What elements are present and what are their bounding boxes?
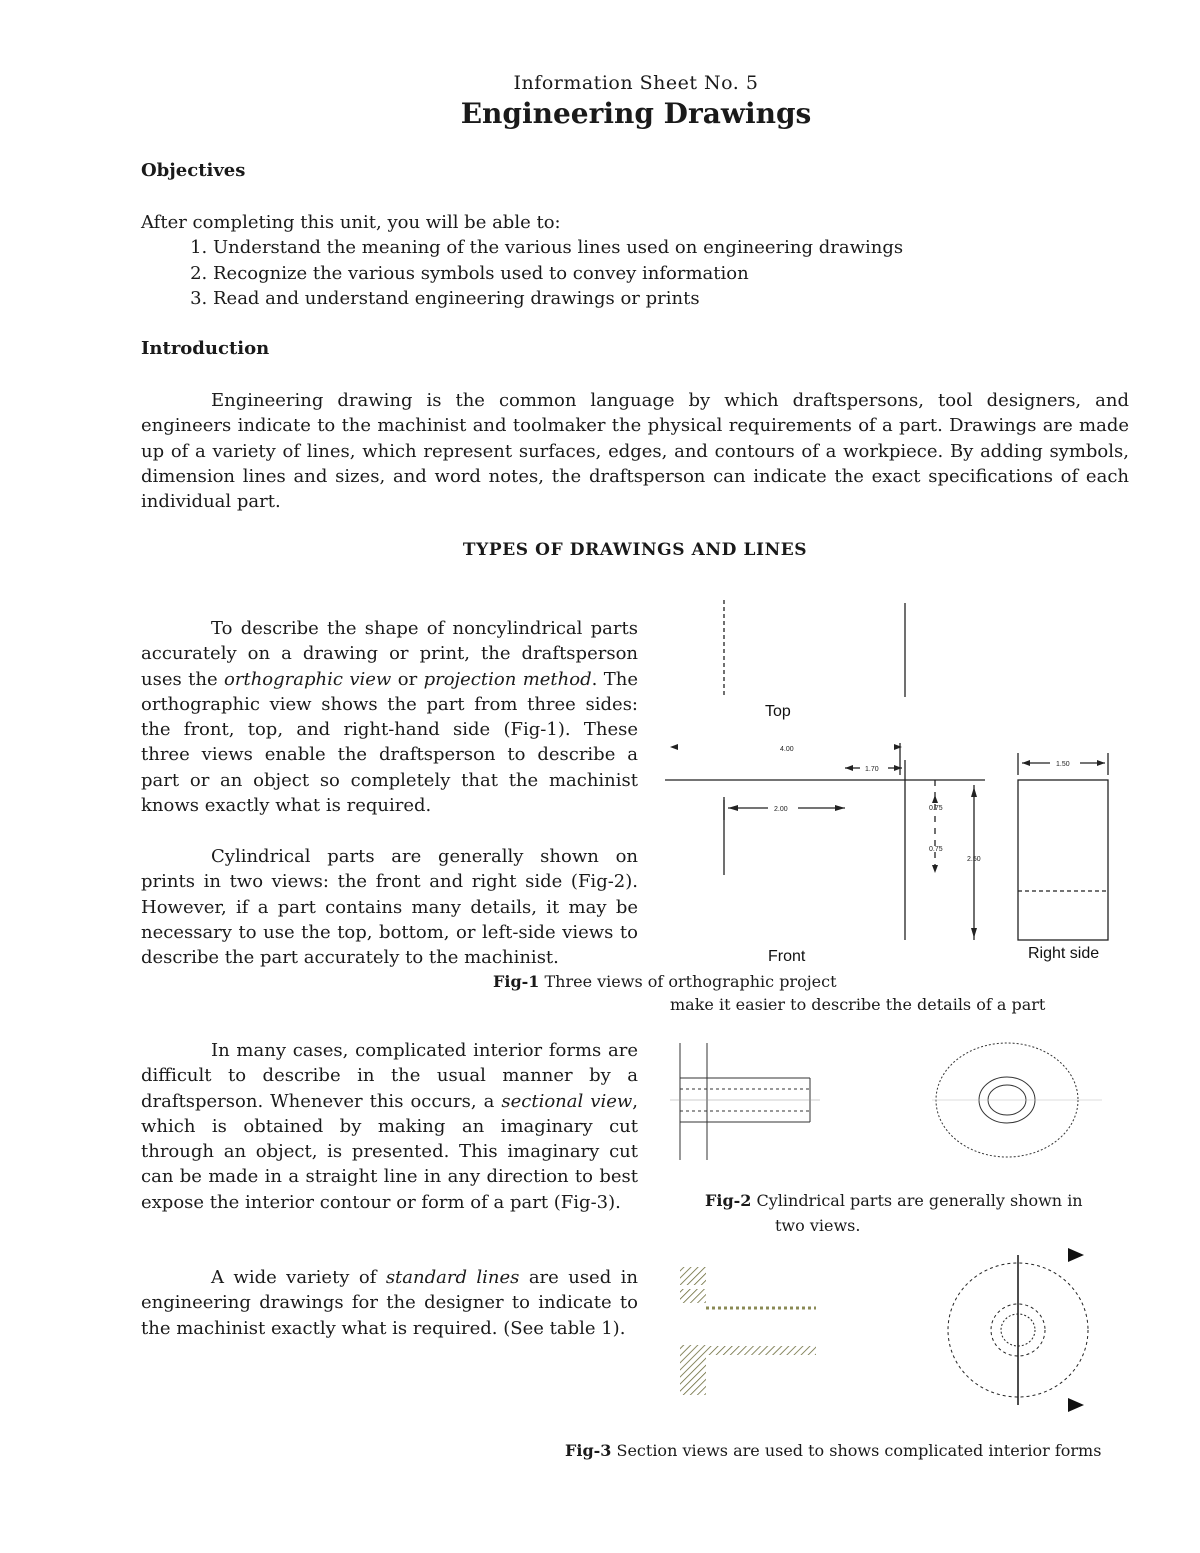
dim-label: 1.70 <box>865 766 879 773</box>
fig2-tag: Fig-2 <box>705 1191 752 1210</box>
emphasis-standard-lines: standard lines <box>385 1267 520 1288</box>
section-hatching <box>680 1267 816 1395</box>
arrowhead <box>971 787 977 797</box>
text-run: . The orthographic view shows the part from three sides: the front, top, and right-hand side (Fig-1). These three views enable the draftsperson to describe a part or an object so completely that the machinist knows exactly what is required. <box>141 668 638 817</box>
standard-lines-paragraph <box>141 1265 638 1341</box>
arrowhead <box>1068 1248 1084 1262</box>
dim-label: 0.75 <box>929 846 943 853</box>
orthographic-paragraph <box>141 616 638 818</box>
objectives-block <box>141 210 1141 311</box>
arrowhead <box>845 765 853 771</box>
hatch-area <box>680 1345 706 1395</box>
text-run: In many cases, complicated interior forms are difficult to describe in the usual manner by a draftsperson. Whenever this occurs, a <box>141 1040 638 1112</box>
dim-label: 2.00 <box>774 806 788 813</box>
arrowhead <box>1068 1398 1084 1412</box>
fig3-tag: Fig-3 <box>565 1441 612 1460</box>
fig3-section-drawing <box>670 1245 1120 1425</box>
fig2-cylindrical-drawing <box>670 1035 1120 1175</box>
objective-item: 3. Read and understand engineering drawings or prints <box>213 286 1141 311</box>
objectives-list <box>141 235 1141 311</box>
arrowhead <box>1022 760 1030 766</box>
sectional-paragraph <box>141 1038 638 1215</box>
arrowhead <box>835 805 845 811</box>
objectives-lead: After completing this unit, you will be able to: <box>141 212 561 233</box>
text-run: To describe the shape of noncylindrical parts accurately on a drawing or print, the draftsperson uses the <box>141 618 638 690</box>
hatch-area <box>680 1289 706 1303</box>
dim-label: 2.50 <box>967 856 981 863</box>
page-title: Engineering Drawings <box>460 97 812 130</box>
view-label-front: Front <box>768 948 806 965</box>
dim-label: 0.75 <box>929 805 943 812</box>
arrowhead <box>728 805 738 811</box>
emphasis-projection-method: projection method <box>423 668 592 690</box>
arrowhead <box>1097 760 1105 766</box>
text-run: are used in engineering drawings for the designer to indicate to the machinist exactly what is required. (See table 1). <box>141 1267 638 1339</box>
fig1-caption-line2: make it easier to describe the details of a part <box>670 995 1046 1014</box>
arrowhead <box>971 928 977 938</box>
dim-label: 4.00 <box>780 746 794 753</box>
fig3-caption <box>565 1441 1101 1460</box>
arrowhead <box>932 865 938 873</box>
fig2-caption-line1 <box>705 1191 1130 1210</box>
fig1-caption-line1 <box>493 972 837 991</box>
section-heading: TYPES OF DRAWINGS AND LINES <box>462 540 808 560</box>
dim-label: 1.50 <box>1056 761 1070 768</box>
view-label-top: Top <box>765 703 791 720</box>
text-run: , which is obtained by making an imaginary cut through an object, is presented. This imaginary cut can be made in a straight line in any direction to best expose the interior contour or form of a part (Fig-3). <box>141 1090 638 1213</box>
arrowhead <box>894 744 902 750</box>
text-run: A wide variety of <box>211 1267 386 1288</box>
hatch-area <box>706 1346 816 1355</box>
introduction-paragraph: Engineering drawing is the common language by which draftspersons, tool designers, and engineers indicate to the machinist and toolmaker the physical requirements of a part. Drawings are made up of a variety of lines, which represent surfaces, edges, and contours of a workpiece. By adding symbols, dimension lines and sizes, and word notes, the draftsperson can indicate the exact specifications of each individual part. <box>141 390 1129 513</box>
fig2-caption-text: Cylindrical parts are generally shown in <box>751 1191 1083 1210</box>
objective-item: 2. Recognize the various symbols used to convey information <box>213 261 1141 286</box>
fig1-orthographic-drawing <box>650 595 1130 975</box>
right-side-outline <box>1018 780 1108 940</box>
sheet-number: Information Sheet No. 5 <box>513 72 759 94</box>
fig1-caption-text: Three views of orthographic project <box>539 972 837 991</box>
fig1-tag: Fig-1 <box>493 972 540 991</box>
emphasis-sectional-view: sectional view <box>501 1090 633 1112</box>
arrowhead <box>932 795 938 803</box>
fig2-caption-line2: two views. <box>775 1216 861 1235</box>
fig3-caption-text: Section views are used to shows complicated interior forms <box>611 1441 1102 1460</box>
objectives-heading: Objectives <box>141 160 246 181</box>
arrowhead <box>670 744 678 750</box>
objective-item: 1. Understand the meaning of the various lines used on engineering drawings <box>213 235 1141 260</box>
arrowhead <box>894 765 902 771</box>
text-run: or <box>391 668 424 690</box>
cylindrical-paragraph: Cylindrical parts are generally shown on prints in two views: the front and right side (Fig-2). However, if a part contains many details, it may be necessary to use the top, bottom, or left-side views to describe the part accurately to the machinist. <box>141 846 638 969</box>
introduction-heading: Introduction <box>141 338 270 359</box>
hatch-area <box>680 1267 706 1285</box>
emphasis-orthographic-view: orthographic view <box>224 668 392 690</box>
view-label-right-side: Right side <box>1028 945 1100 962</box>
